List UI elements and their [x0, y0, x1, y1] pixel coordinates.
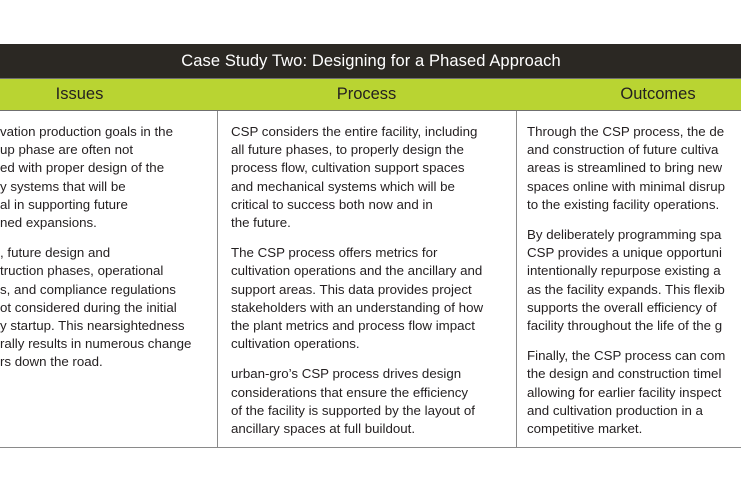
text-line: supports the overall efficiency of	[527, 299, 717, 315]
outcomes-column	[527, 111, 741, 447]
text-line: truction phases, operational	[0, 263, 164, 279]
text-line: y startup. This nearsightedness	[0, 318, 185, 334]
text-line: and construction of future cultiva	[527, 142, 719, 158]
text-line: critical to success both now and in	[231, 196, 433, 212]
text-line: considerations that ensure the efficiency	[231, 384, 469, 400]
outcomes-paragraph	[527, 347, 741, 438]
text-line: support areas. This data provides project	[231, 281, 472, 297]
text-line: CSP provides a unique opportuni	[527, 245, 722, 261]
text-line: ancillary spaces at full buildout.	[231, 421, 416, 437]
text-line: CSP considers the entire facility, including	[231, 124, 478, 139]
text-line: of the facility is supported by the layout of	[231, 402, 475, 418]
process-paragraph	[231, 123, 516, 232]
text-line: rally results in numerous change	[0, 336, 192, 352]
text-line: Through the CSP process, the de	[527, 124, 725, 139]
text-line: the design and construction timel	[527, 366, 722, 382]
text-line: as the facility expands. This flexib	[527, 281, 725, 297]
text-line: and cultivation production in a	[527, 402, 703, 418]
issues-column	[0, 111, 210, 447]
text-line: ot considered during the initial	[0, 299, 177, 315]
column-divider	[516, 111, 517, 447]
text-line: process flow, cultivation support spaces	[231, 160, 465, 176]
text-line: cultivation operations.	[231, 336, 360, 352]
text-line: ned expansions.	[0, 215, 97, 231]
text-line: s, and compliance regulations	[0, 281, 176, 297]
text-line: Finally, the CSP process can com	[527, 348, 726, 364]
issues-paragraph	[0, 123, 210, 232]
body-row	[0, 111, 741, 447]
text-line: ed with proper design of the	[0, 160, 165, 176]
text-line: areas is streamlined to bring new	[527, 160, 723, 176]
text-line: The CSP process offers metrics for	[231, 245, 438, 261]
process-paragraph	[231, 365, 516, 438]
text-line: competitive market.	[527, 421, 643, 437]
outcomes-paragraph	[527, 123, 741, 214]
header-process: Process	[336, 85, 397, 103]
text-line: stakeholders with an understanding of how	[231, 299, 484, 315]
process-column	[231, 111, 516, 447]
column-divider	[217, 111, 218, 447]
header-issues: Issues	[55, 85, 104, 103]
issues-paragraph	[0, 244, 210, 371]
text-line: the plant metrics and process flow impact	[231, 318, 475, 334]
text-line: urban-gro’s CSP process drives design	[231, 366, 462, 382]
text-line: , future design and	[0, 245, 111, 261]
text-line: the future.	[231, 215, 291, 231]
text-line: facility throughout the life of the g	[527, 318, 723, 334]
header-outcomes: Outcomes	[620, 85, 696, 103]
text-line: y systems that will be	[0, 178, 126, 194]
text-line: cultivation operations and the ancillary and	[231, 263, 483, 279]
table-title: Case Study Two: Designing for a Phased Approach	[0, 44, 741, 78]
text-line: allowing for earlier facility inspect	[527, 384, 722, 400]
text-line: to the existing facility operations.	[527, 196, 720, 212]
text-line: al in supporting future	[0, 196, 128, 212]
case-study-table	[0, 44, 741, 448]
text-line: rs down the road.	[0, 354, 103, 370]
text-line: all future phases, to properly design the	[231, 142, 464, 158]
text-line: up phase are often not	[0, 142, 134, 158]
header-row	[0, 78, 741, 111]
text-line: vation production goals in the	[0, 124, 173, 139]
text-line: intentionally repurpose existing a	[527, 263, 721, 279]
outcomes-paragraph	[527, 226, 741, 335]
process-paragraph	[231, 244, 516, 353]
text-line: and mechanical systems which will be	[231, 178, 455, 194]
text-line: By deliberately programming spa	[527, 227, 722, 243]
text-line: spaces online with minimal disrup	[527, 178, 726, 194]
